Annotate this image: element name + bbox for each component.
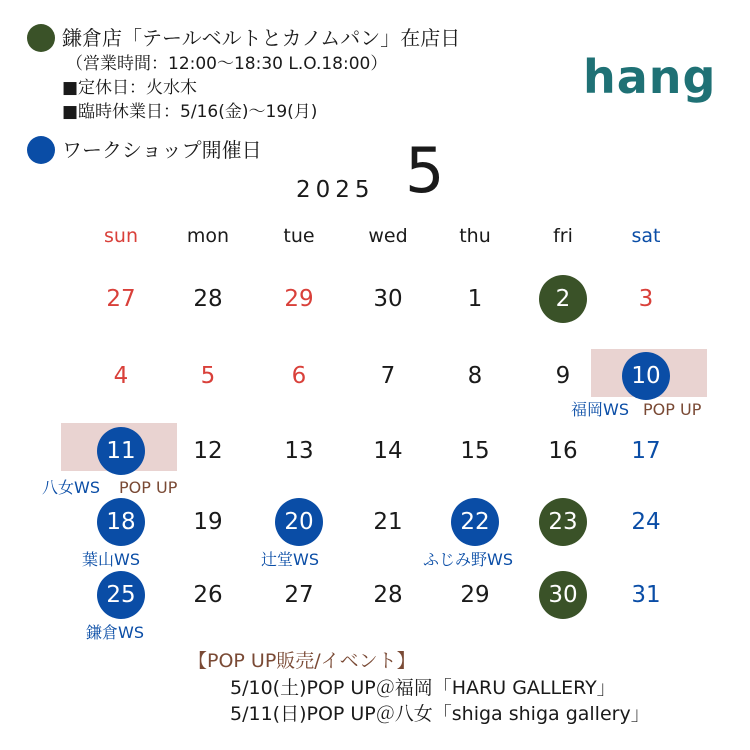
day-31[interactable]: 31 xyxy=(631,582,661,608)
day-27-prev-month[interactable]: 27 xyxy=(106,286,136,312)
day-23[interactable]: 23 xyxy=(548,509,578,535)
tsujido-ws-label: 辻堂WS xyxy=(261,550,319,569)
day-3[interactable]: 3 xyxy=(638,286,654,312)
events-heading: 【POP UP販売/イベント】 xyxy=(188,650,416,672)
day-28[interactable]: 28 xyxy=(373,582,403,608)
weekday-sat: sat xyxy=(631,225,661,247)
day-30-prev-month[interactable]: 30 xyxy=(373,286,403,312)
day-7[interactable]: 7 xyxy=(380,363,396,389)
day-5[interactable]: 5 xyxy=(200,363,216,389)
weekday-mon: mon xyxy=(186,225,230,247)
store-day-legend-title: 鎌倉店「テールベルトとカノムパン」在店日 xyxy=(62,26,461,50)
day-8[interactable]: 8 xyxy=(467,363,483,389)
closed-days-note: ■定休日：火水木 xyxy=(62,78,198,98)
fukuoka-ws-label: 福岡WS xyxy=(571,400,629,419)
day-25[interactable]: 25 xyxy=(106,582,136,608)
day-29[interactable]: 29 xyxy=(460,582,490,608)
hayama-ws-label: 葉山WS xyxy=(82,550,140,569)
event-item-yame: 5/11(日)POP UP＠八女「shiga shiga gallery」 xyxy=(230,703,650,725)
weekday-fri: fri xyxy=(553,225,573,247)
store-day-legend-dot xyxy=(27,24,55,52)
store-hours-note: （営業時間：12:00〜18:30 L.O.18:00） xyxy=(66,54,388,74)
day-4[interactable]: 4 xyxy=(113,363,129,389)
day-18[interactable]: 18 xyxy=(106,509,136,535)
day-14[interactable]: 14 xyxy=(373,438,403,464)
day-17[interactable]: 17 xyxy=(631,438,661,464)
day-2[interactable]: 2 xyxy=(555,286,571,312)
day-19[interactable]: 19 xyxy=(193,509,223,535)
fujimino-ws-label: ふじみ野WS xyxy=(423,550,513,569)
kamakura-ws-label: 鎌倉WS xyxy=(86,623,144,642)
workshop-legend-title: ワークショップ開催日 xyxy=(62,138,262,162)
temporary-closure-note: ■臨時休業日：5/16(金)〜19(月) xyxy=(62,102,318,122)
day-16[interactable]: 16 xyxy=(548,438,578,464)
weekday-thu: thu xyxy=(459,225,491,247)
day-13[interactable]: 13 xyxy=(284,438,314,464)
day-15[interactable]: 15 xyxy=(460,438,490,464)
calendar-year: 2025 xyxy=(296,177,375,203)
day-28-prev-month[interactable]: 28 xyxy=(193,286,223,312)
day-9[interactable]: 9 xyxy=(555,363,571,389)
day-12[interactable]: 12 xyxy=(193,438,223,464)
fukuoka-popup-label: POP UP xyxy=(643,400,702,419)
day-21[interactable]: 21 xyxy=(373,509,403,535)
day-29-prev-month[interactable]: 29 xyxy=(284,286,314,312)
event-item-fukuoka: 5/10(土)POP UP＠福岡「HARU GALLERY」 xyxy=(230,677,616,699)
day-1[interactable]: 1 xyxy=(467,286,483,312)
day-22[interactable]: 22 xyxy=(460,509,490,535)
day-20[interactable]: 20 xyxy=(284,509,314,535)
day-30[interactable]: 30 xyxy=(548,582,578,608)
weekday-sun: sun xyxy=(104,225,138,247)
weekday-wed: wed xyxy=(368,225,408,247)
day-24[interactable]: 24 xyxy=(631,509,661,535)
yame-ws-label: 八女WS xyxy=(42,478,100,497)
workshop-legend-dot xyxy=(27,136,55,164)
day-27[interactable]: 27 xyxy=(284,582,314,608)
day-10[interactable]: 10 xyxy=(631,363,661,389)
day-11[interactable]: 11 xyxy=(106,438,136,464)
calendar-month: 5 xyxy=(405,134,445,207)
day-6[interactable]: 6 xyxy=(291,363,307,389)
yame-popup-label: POP UP xyxy=(119,478,178,497)
brand-logo: hang xyxy=(583,50,717,104)
day-26[interactable]: 26 xyxy=(193,582,223,608)
weekday-tue: tue xyxy=(283,225,315,247)
